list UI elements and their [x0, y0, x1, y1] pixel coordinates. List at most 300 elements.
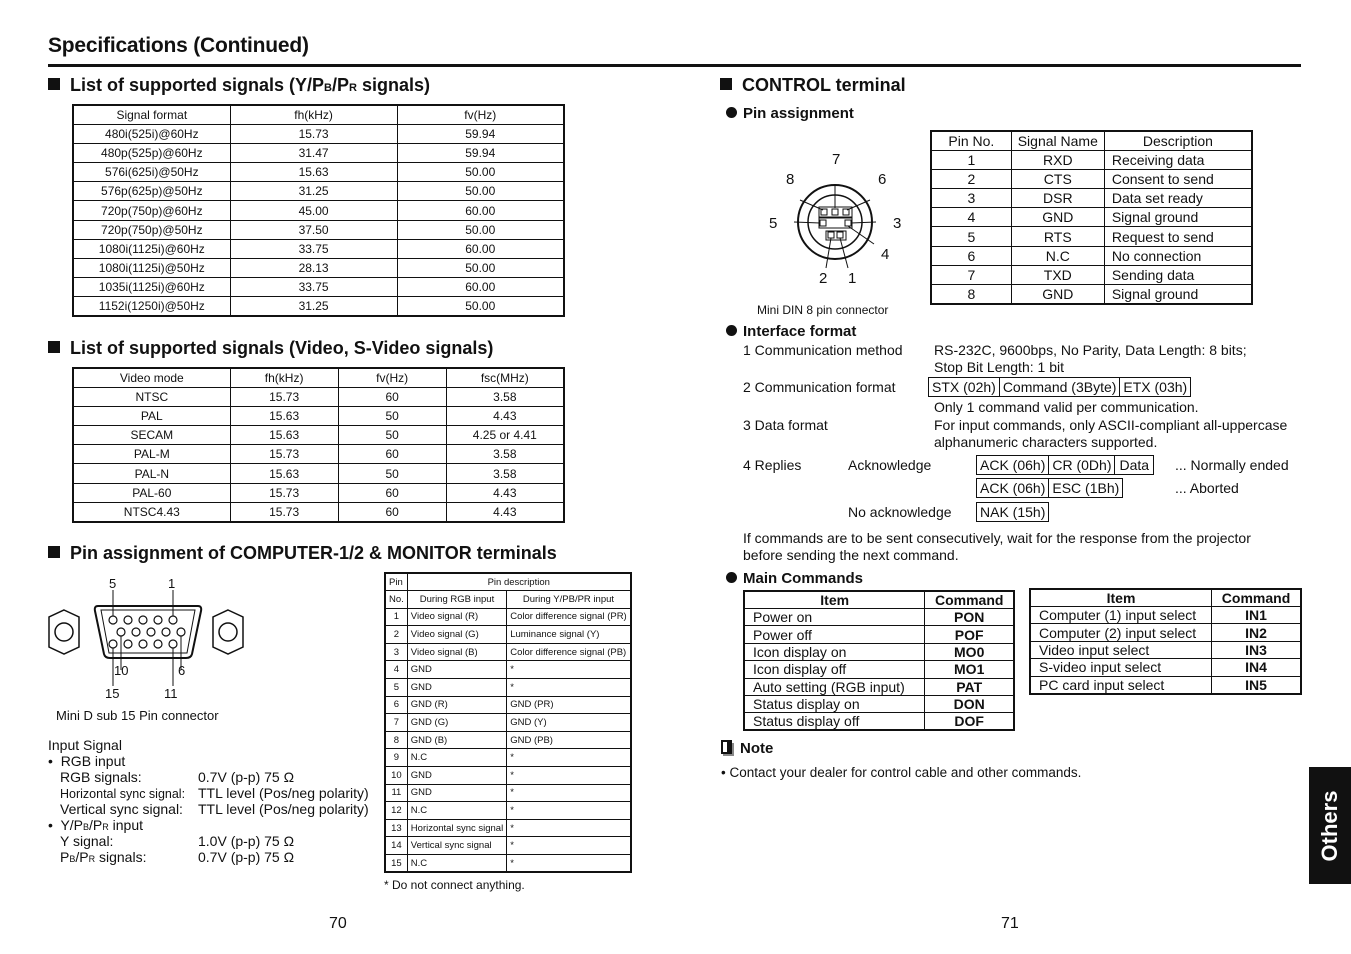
control-pin-cell: Signal ground — [1104, 208, 1252, 227]
control-pin-cell: 7 — [931, 265, 1011, 284]
ypbpr-signal-table — [72, 104, 565, 317]
video-signal-cell: 60 — [338, 445, 446, 464]
pbpr-signals-value: 0.7V (p-p) 75 Ω — [198, 849, 295, 865]
control-pin-cell: 8 — [931, 285, 1011, 304]
ypbpr-signal-cell: 480i(525i)@60Hz — [73, 124, 230, 143]
ypbpr-input-header: During Y/PB/PR input — [507, 591, 631, 609]
dsub-label-15: 15 — [105, 686, 120, 701]
command-item-cell: PC card input select — [1030, 676, 1212, 694]
ypbpr-signal-cell: 1080i(1125i)@60Hz — [73, 239, 230, 258]
video-signal-cell: NTSC4.43 — [73, 502, 230, 521]
ypbpr-signals-heading: List of supported signals (Y/PB/PR signals) — [48, 75, 430, 96]
din-label-4: 4 — [881, 246, 890, 263]
computer-pin-row — [385, 802, 631, 820]
computer-pin-row — [385, 679, 631, 697]
ypbpr-signal-header-cell: Signal format — [73, 105, 230, 124]
video-signal-cell: SECAM — [73, 426, 230, 445]
nak-boxes — [976, 502, 1049, 522]
computer-pin-cell: Color difference signal (PB) — [507, 643, 631, 661]
control-pin-cell: Receiving data — [1104, 150, 1252, 169]
computer-pin-cell: 8 — [385, 731, 407, 749]
dsub-label-6: 6 — [178, 663, 186, 678]
pin-assignment-heading: Pin assignment — [726, 105, 854, 122]
computer-pin-table — [384, 572, 632, 873]
computer-pin-row — [385, 855, 631, 873]
video-signal-cell: PAL-M — [73, 445, 230, 464]
video-signal-cell: 3.58 — [446, 464, 564, 483]
video-signal-cell: 60 — [338, 502, 446, 521]
command-row — [1030, 641, 1301, 658]
control-pin-cell: 3 — [931, 189, 1011, 208]
control-terminal-heading: CONTROL terminal — [720, 75, 906, 96]
command-item-cell: Status display off — [744, 713, 925, 731]
hsync-label: Horizontal sync signal: — [60, 787, 186, 801]
control-pin-cell: RTS — [1011, 227, 1104, 246]
command-row — [744, 626, 1014, 643]
dsub15-connector-diagram — [46, 590, 248, 690]
command-code-cell: IN3 — [1212, 641, 1301, 658]
computer-pin-cell: * — [507, 749, 631, 767]
command-code-cell: POF — [925, 626, 1014, 643]
ypbpr-signal-cell: 45.00 — [230, 201, 397, 220]
ypbpr-signal-cell: 1035i(1125i)@60Hz — [73, 278, 230, 297]
control-pin-row — [931, 285, 1252, 304]
replies-label: 4 Replies — [743, 457, 802, 473]
video-signal-header-cell: fsc(MHz) — [446, 368, 564, 387]
ypbpr-signal-header-cell: fv(Hz) — [397, 105, 564, 124]
control-pin-cell: No connection — [1104, 246, 1252, 265]
ypbpr-signal-row — [73, 239, 564, 258]
dsub-label-10: 10 — [114, 663, 129, 678]
command-item-cell: Status display on — [744, 695, 925, 712]
computer-pin-cell: GND (B) — [407, 731, 506, 749]
data-box: Data — [1115, 455, 1154, 475]
stx-box: STX (02h) — [928, 377, 1000, 397]
ypbpr-signal-cell: 480p(525p)@60Hz — [73, 143, 230, 162]
dsub-label-5: 5 — [109, 576, 117, 591]
computer-pin-row — [385, 626, 631, 644]
computer-pin-cell: Video signal (B) — [407, 643, 506, 661]
computer-pin-row — [385, 643, 631, 661]
command-item-cell: Video input select — [1030, 641, 1212, 658]
bullet-dot-icon — [726, 325, 737, 336]
comm-format-boxes — [928, 377, 1191, 397]
commands-header-cell: Item — [744, 591, 925, 609]
ypbpr-signal-cell: 720p(750p)@60Hz — [73, 201, 230, 220]
dsub-connector-caption: Mini D sub 15 Pin connector — [56, 708, 219, 723]
computer-pin-cell: 4 — [385, 661, 407, 679]
main-commands-table-left — [743, 590, 1015, 731]
computer-pin-cell: Video signal (R) — [407, 608, 506, 626]
control-pin-cell: Signal ground — [1104, 285, 1252, 304]
main-commands-heading: Main Commands — [726, 570, 863, 587]
command-code-cell: DOF — [925, 713, 1014, 731]
command-code-cell: IN4 — [1212, 659, 1301, 676]
control-pin-cell: DSR — [1011, 189, 1104, 208]
input-signal-label: Input Signal — [48, 737, 122, 753]
ypbpr-signal-cell: 15.63 — [230, 163, 397, 182]
consecutive-note-2: before sending the next command. — [743, 547, 959, 563]
computer-pin-cell: Color difference signal (PR) — [507, 608, 631, 626]
computer-pin-cell: * — [507, 802, 631, 820]
computer-pin-cell: 15 — [385, 855, 407, 873]
computer-pin-row — [385, 784, 631, 802]
computer-pin-cell: * — [507, 855, 631, 873]
video-signal-cell: 50 — [338, 426, 446, 445]
video-signal-row — [73, 502, 564, 521]
command-row — [1030, 676, 1301, 694]
command-code-cell: MO1 — [925, 661, 1014, 678]
din-label-1: 1 — [848, 270, 857, 287]
ypbpr-signal-cell: 28.13 — [230, 259, 397, 278]
ypbpr-signal-cell: 15.73 — [230, 124, 397, 143]
control-pin-header-cell: Signal Name — [1011, 131, 1104, 150]
video-signal-header-cell: Video mode — [73, 368, 230, 387]
control-pin-row — [931, 169, 1252, 188]
ypbpr-signal-cell: 31.47 — [230, 143, 397, 162]
ypbpr-signal-cell: 59.94 — [397, 124, 564, 143]
heading-square-icon — [720, 78, 732, 90]
computer-pin-row — [385, 837, 631, 855]
computer-pin-cell: 14 — [385, 837, 407, 855]
video-signal-row — [73, 387, 564, 406]
comm-format-note: Only 1 command valid per communication. — [934, 399, 1199, 415]
comm-method-value-2: Stop Bit Length: 1 bit — [934, 359, 1064, 375]
command-item-cell: Computer (1) input select — [1030, 607, 1212, 624]
pin-description-header: Pin description — [407, 573, 630, 591]
control-pin-cell: RXD — [1011, 150, 1104, 169]
comm-method-label: 1 Communication method — [743, 342, 903, 358]
ypbpr-signal-cell: 576i(625i)@50Hz — [73, 163, 230, 182]
computer-pin-cell: 10 — [385, 767, 407, 785]
computer-pin-cell: 1 — [385, 608, 407, 626]
vsync-value: TTL level (Pos/neg polarity) — [198, 801, 369, 817]
ypbpr-signal-cell: 37.50 — [230, 220, 397, 239]
computer-pin-row — [385, 731, 631, 749]
ypbpr-signal-cell: 50.00 — [397, 259, 564, 278]
computer-pin-row — [385, 749, 631, 767]
din-label-3: 3 — [893, 215, 902, 232]
no-acknowledge-label: No acknowledge — [848, 504, 952, 520]
mini-din8-diagram — [790, 180, 880, 270]
din-label-8: 8 — [786, 171, 795, 188]
computer-pin-cell: GND — [407, 767, 506, 785]
video-signal-cell: 3.58 — [446, 445, 564, 464]
din-label-7: 7 — [832, 151, 841, 168]
ypbpr-signal-row — [73, 297, 564, 316]
note-icon — [721, 740, 735, 757]
command-item-cell: Power off — [744, 626, 925, 643]
control-pin-cell: Consent to send — [1104, 169, 1252, 188]
pbpr-signals-label: PB/PR signals: — [60, 849, 147, 865]
computer-pin-cell: 5 — [385, 679, 407, 697]
command-code-cell: PAT — [925, 678, 1014, 695]
computer-pin-cell: 13 — [385, 819, 407, 837]
computer-pin-row — [385, 608, 631, 626]
command-row — [744, 713, 1014, 731]
ypbpr-signal-header-cell: fh(kHz) — [230, 105, 397, 124]
others-tab[interactable]: Others — [1309, 767, 1351, 884]
bullet-dot-icon — [726, 107, 737, 118]
ypbpr-signal-row — [73, 182, 564, 201]
esc-box: ESC (1Bh) — [1049, 478, 1123, 498]
computer-pin-cell: * — [507, 679, 631, 697]
video-signal-cell: PAL-N — [73, 464, 230, 483]
command-row — [1030, 607, 1301, 624]
ypbpr-signal-cell: 60.00 — [397, 278, 564, 297]
ypbpr-signal-cell: 50.00 — [397, 182, 564, 201]
control-pin-cell: GND — [1011, 208, 1104, 227]
video-signal-cell: 15.73 — [230, 387, 338, 406]
control-pin-cell: 4 — [931, 208, 1011, 227]
din-connector-caption: Mini DIN 8 pin connector — [757, 303, 889, 317]
video-signal-cell: 50 — [338, 464, 446, 483]
commands-header-cell: Command — [925, 591, 1014, 609]
note-heading: Note — [721, 740, 773, 757]
video-signal-cell: 15.73 — [230, 502, 338, 521]
computer-pin-cell: GND — [407, 784, 506, 802]
control-pin-header-cell: Pin No. — [931, 131, 1011, 150]
acknowledge-label: Acknowledge — [848, 457, 932, 473]
video-signal-cell: PAL — [73, 406, 230, 425]
video-signal-cell: PAL-60 — [73, 483, 230, 502]
data-format-value-2: alphanumeric characters supported. — [934, 434, 1158, 450]
video-signal-cell: 4.43 — [446, 502, 564, 521]
video-signal-cell: 4.43 — [446, 406, 564, 425]
command-code-cell: IN1 — [1212, 607, 1301, 624]
page-number-left: 70 — [329, 915, 347, 932]
command-row — [1030, 624, 1301, 641]
video-signals-heading: List of supported signals (Video, S-Video signals) — [48, 338, 493, 359]
command-box: Command (3Byte) — [1000, 377, 1121, 397]
page-number-right: 71 — [1001, 915, 1019, 932]
computer-pin-cell: GND (G) — [407, 714, 506, 732]
command-item-cell: Icon display off — [744, 661, 925, 678]
computer-pin-cell: Luminance signal (Y) — [507, 626, 631, 644]
ypbpr-signal-cell: 31.25 — [230, 182, 397, 201]
consecutive-note: If commands are to be sent consecutively, wait for the response from the projector — [743, 530, 1251, 546]
control-pin-cell: CTS — [1011, 169, 1104, 188]
computer-pin-row — [385, 696, 631, 714]
hsync-value: TTL level (Pos/neg polarity) — [198, 785, 369, 801]
computer-pin-cell: GND (Y) — [507, 714, 631, 732]
computer-pin-heading: Pin assignment of COMPUTER-1/2 & MONITOR terminals — [48, 543, 557, 564]
pin-header: Pin — [385, 573, 407, 591]
command-item-cell: Power on — [744, 609, 925, 626]
video-signal-table — [72, 367, 565, 523]
computer-pin-cell: 11 — [385, 784, 407, 802]
control-pin-table — [930, 130, 1253, 305]
computer-pin-row — [385, 714, 631, 732]
computer-pin-cell: * — [507, 661, 631, 679]
cr-box: CR (0Dh) — [1049, 455, 1115, 475]
computer-pin-cell: * — [507, 784, 631, 802]
rgb-input-item: • RGB input — [48, 753, 126, 769]
control-pin-row — [931, 246, 1252, 265]
command-row — [744, 643, 1014, 660]
command-row — [744, 609, 1014, 626]
rgb-input-header: During RGB input — [407, 591, 506, 609]
ypbpr-signal-cell: 1152i(1250i)@50Hz — [73, 297, 230, 316]
commands-header-cell: Item — [1030, 589, 1212, 607]
computer-pin-subheader-row — [385, 591, 631, 609]
main-commands-table-right — [1029, 588, 1302, 695]
computer-pin-row — [385, 661, 631, 679]
ypbpr-signal-cell: 576p(625p)@50Hz — [73, 182, 230, 201]
computer-pin-cell: GND (R) — [407, 696, 506, 714]
control-pin-row — [931, 189, 1252, 208]
control-pin-header-cell: Description — [1104, 131, 1252, 150]
computer-pin-cell: 9 — [385, 749, 407, 767]
video-signal-row — [73, 406, 564, 425]
normally-ended-note: ... Normally ended — [1175, 457, 1289, 473]
computer-pin-row — [385, 767, 631, 785]
pin-no-header: No. — [385, 591, 407, 609]
rgb-signals-label: RGB signals: — [60, 769, 142, 785]
command-item-cell: Auto setting (RGB input) — [744, 678, 925, 695]
comm-format-label: 2 Communication format — [743, 379, 896, 395]
bullet-dot-icon — [726, 572, 737, 583]
rgb-signals-value: 0.7V (p-p) 75 Ω — [198, 769, 295, 785]
command-item-cell: S-video input select — [1030, 659, 1212, 676]
video-signal-cell: 15.63 — [230, 406, 338, 425]
data-format-label: 3 Data format — [743, 417, 828, 433]
control-pin-row — [931, 265, 1252, 284]
control-pin-cell: Sending data — [1104, 265, 1252, 284]
computer-pin-cell: Vertical sync signal — [407, 837, 506, 855]
control-pin-cell: 6 — [931, 246, 1011, 265]
ypbpr-signal-cell: 59.94 — [397, 143, 564, 162]
ypbpr-signal-row — [73, 278, 564, 297]
command-row — [744, 661, 1014, 678]
ypbpr-signal-row — [73, 201, 564, 220]
heading-square-icon — [48, 341, 60, 353]
control-pin-row — [931, 227, 1252, 246]
computer-pin-cell: Horizontal sync signal — [407, 819, 506, 837]
computer-pin-cell: N.C — [407, 855, 506, 873]
y-signal-value: 1.0V (p-p) 75 Ω — [198, 833, 295, 849]
page-title: Specifications (Continued) — [48, 34, 309, 57]
interface-format-heading: Interface format — [726, 323, 856, 340]
video-signal-cell: NTSC — [73, 387, 230, 406]
command-row — [1030, 659, 1301, 676]
video-signal-cell: 50 — [338, 406, 446, 425]
control-pin-cell: 2 — [931, 169, 1011, 188]
commands-header-row — [744, 591, 1014, 609]
video-signal-row — [73, 445, 564, 464]
control-pin-cell: Data set ready — [1104, 189, 1252, 208]
computer-pin-cell: 12 — [385, 802, 407, 820]
command-item-cell: Icon display on — [744, 643, 925, 660]
command-code-cell: IN5 — [1212, 676, 1301, 694]
ypbpr-signal-cell: 60.00 — [397, 239, 564, 258]
video-signal-header-cell: fh(kHz) — [230, 368, 338, 387]
computer-pin-cell: 6 — [385, 696, 407, 714]
aborted-note: ... Aborted — [1175, 480, 1239, 496]
computer-pin-header-row — [385, 573, 631, 591]
abort-boxes — [976, 478, 1123, 498]
ack-box: ACK (06h) — [976, 455, 1049, 475]
control-pin-cell: GND — [1011, 285, 1104, 304]
ypbpr-signal-cell: 50.00 — [397, 163, 564, 182]
video-signal-header-row — [73, 368, 564, 387]
computer-pin-cell: Video signal (G) — [407, 626, 506, 644]
ypbpr-signal-cell: 60.00 — [397, 201, 564, 220]
vsync-label: Vertical sync signal: — [60, 801, 183, 817]
title-rule — [48, 64, 1301, 67]
pin-footnote: * Do not connect anything. — [384, 878, 525, 892]
computer-pin-cell: * — [507, 837, 631, 855]
computer-pin-cell: N.C — [407, 749, 506, 767]
control-pin-cell: 1 — [931, 150, 1011, 169]
computer-pin-cell: * — [507, 767, 631, 785]
command-code-cell: IN2 — [1212, 624, 1301, 641]
video-signal-cell: 4.25 or 4.41 — [446, 426, 564, 445]
ack-box-abort: ACK (06h) — [976, 478, 1049, 498]
computer-pin-cell: 2 — [385, 626, 407, 644]
data-format-value: For input commands, only ASCII-compliant all-uppercase — [934, 417, 1288, 433]
control-pin-header-row — [931, 131, 1252, 150]
video-signal-cell: 15.73 — [230, 483, 338, 502]
heading-square-icon — [48, 78, 60, 90]
video-signal-cell: 60 — [338, 387, 446, 406]
dsub-label-1: 1 — [168, 576, 176, 591]
ypbpr-signal-cell: 720p(750p)@50Hz — [73, 220, 230, 239]
computer-pin-cell: 7 — [385, 714, 407, 732]
computer-pin-cell: GND (PB) — [507, 731, 631, 749]
video-signal-header-cell: fv(Hz) — [338, 368, 446, 387]
video-signal-row — [73, 464, 564, 483]
y-signal-label: Y signal: — [60, 833, 114, 849]
ypbpr-signal-cell: 50.00 — [397, 297, 564, 316]
control-pin-row — [931, 150, 1252, 169]
control-pin-row — [931, 208, 1252, 227]
ypbpr-signal-cell: 33.75 — [230, 239, 397, 258]
command-code-cell: MO0 — [925, 643, 1014, 660]
commands-header-row — [1030, 589, 1301, 607]
ack-boxes — [976, 455, 1154, 475]
computer-pin-row — [385, 819, 631, 837]
etx-box: ETX (03h) — [1120, 377, 1191, 397]
control-pin-cell: Request to send — [1104, 227, 1252, 246]
command-item-cell: Computer (2) input select — [1030, 624, 1212, 641]
ypbpr-signal-row — [73, 259, 564, 278]
commands-header-cell: Command — [1212, 589, 1301, 607]
ypbpr-signal-row — [73, 163, 564, 182]
command-code-cell: DON — [925, 695, 1014, 712]
din-label-2: 2 — [819, 270, 828, 287]
ypbpr-input-item: • Y/PB/PR input — [48, 817, 144, 833]
video-signal-cell: 15.73 — [230, 445, 338, 464]
video-signal-cell: 3.58 — [446, 387, 564, 406]
ypbpr-signal-cell: 50.00 — [397, 220, 564, 239]
computer-pin-cell: N.C — [407, 802, 506, 820]
din-label-5: 5 — [769, 215, 778, 232]
computer-pin-cell: 3 — [385, 643, 407, 661]
computer-pin-cell: * — [507, 819, 631, 837]
ypbpr-signal-header-row — [73, 105, 564, 124]
control-pin-cell: 5 — [931, 227, 1011, 246]
ypbpr-signal-row — [73, 220, 564, 239]
video-signal-cell: 15.63 — [230, 426, 338, 445]
ypbpr-signal-row — [73, 143, 564, 162]
video-signal-cell: 60 — [338, 483, 446, 502]
ypbpr-signal-cell: 1080i(1125i)@50Hz — [73, 259, 230, 278]
comm-method-value: RS-232C, 9600bps, No Parity, Data Length: 8 bits; — [934, 342, 1247, 358]
command-row — [744, 695, 1014, 712]
video-signal-row — [73, 426, 564, 445]
control-pin-cell: TXD — [1011, 265, 1104, 284]
